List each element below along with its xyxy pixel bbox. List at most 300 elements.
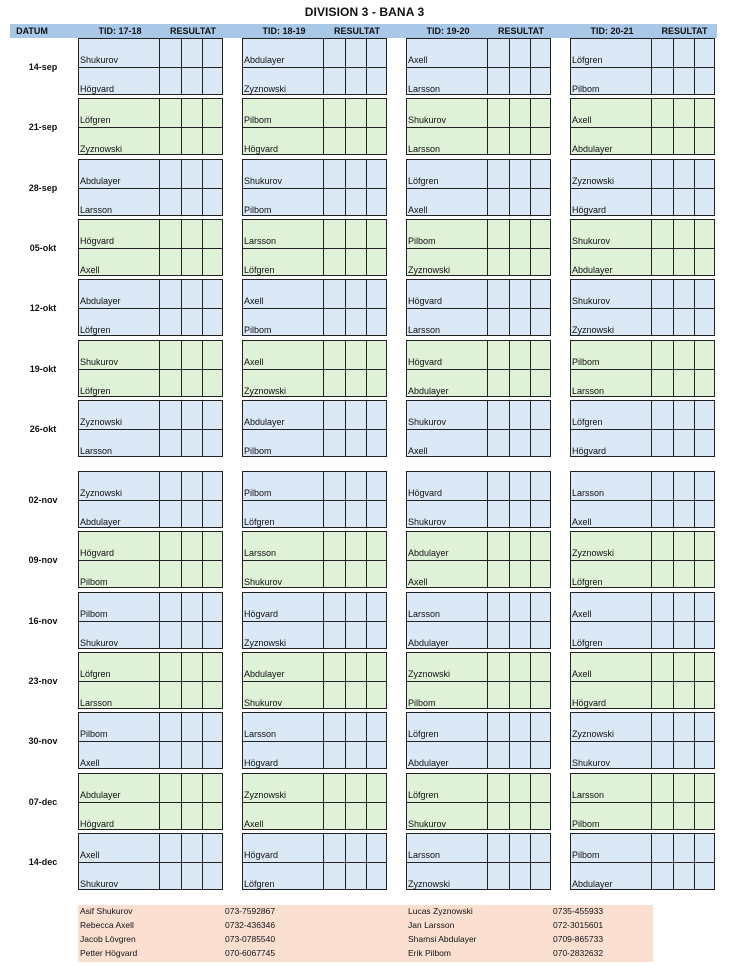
result-cell-border [530,472,531,527]
result-cell-border [366,160,367,215]
player-name: Shukurov [408,416,447,427]
player-name: Zyznowski [572,548,615,559]
result-cell-border [202,653,203,708]
player-name: Pilbom [244,488,272,499]
result-cell-border [509,653,510,708]
slot-divider [407,308,550,309]
result-cell-border [530,39,531,94]
match-slot [242,38,387,95]
player-name: Löfgren [244,878,275,889]
result-cell-border [487,401,488,456]
match-slot [406,531,551,588]
contact-phone: 0735-455933 [553,906,604,916]
player-name: Larsson [80,445,113,456]
match-slot [78,531,223,588]
result-cell-border [673,39,674,94]
result-cell-border [487,99,488,154]
contact-phone: 0732-436346 [225,920,276,930]
date-label: 07-dec [28,796,58,807]
match-slot [242,159,387,216]
result-cell-border [345,401,346,456]
result-cell-border [159,99,160,154]
player-name: Axell [244,356,264,367]
result-cell-border [530,401,531,456]
slot-divider [243,560,386,561]
slot-divider [243,802,386,803]
player-name: Zyznowski [80,488,123,499]
result-cell-border [487,160,488,215]
result-cell-border [323,39,324,94]
slot-divider [571,248,714,249]
result-cell-border [323,774,324,829]
result-cell-border [509,341,510,396]
result-cell-border [345,472,346,527]
player-name: Högvard [408,356,443,367]
date-label: 14-sep [28,62,58,72]
result-cell-border [323,834,324,889]
result-cell-border [202,593,203,648]
player-name: Löfgren [244,264,275,275]
match-slot [570,833,715,890]
result-cell-border [366,593,367,648]
slot-divider [79,369,222,370]
result-cell-border [345,713,346,768]
result-cell-border [673,401,674,456]
header-result-2: RESULTAT [334,26,380,36]
player-name: Löfgren [80,115,111,126]
match-slot [570,592,715,649]
result-cell-border [366,774,367,829]
match-slot [242,773,387,830]
result-cell-border [181,160,182,215]
result-cell-border [323,160,324,215]
player-name: Löfgren [80,669,111,679]
player-name: Högvard [408,296,443,307]
player-name: Shukurov [80,55,119,65]
result-cell-border [181,713,182,768]
match-slot [406,712,551,769]
player-name: Pilbom [244,445,272,456]
match-slot [570,471,715,528]
result-cell-border [202,160,203,215]
result-cell-border [366,280,367,335]
result-cell-border [530,220,531,275]
match-slot [406,219,551,276]
result-cell-border [651,401,652,456]
slot-divider [571,429,714,430]
result-cell-border [159,39,160,94]
result-cell-border [181,341,182,396]
result-cell-border [181,39,182,94]
result-cell-border [673,593,674,648]
result-cell-border [487,220,488,275]
slot-divider [407,802,550,803]
result-cell-border [673,280,674,335]
player-name: Högvard [244,144,279,155]
contact-name: Lucas Zyznowski [408,906,473,916]
match-slot [78,592,223,649]
result-cell-border [202,532,203,587]
result-cell-border [345,280,346,335]
result-cell-border [487,532,488,587]
result-cell-border [159,834,160,889]
result-cell-border [673,160,674,215]
result-cell-border [202,401,203,456]
slot-divider [79,248,222,249]
match-slot [406,652,551,709]
result-cell-border [202,280,203,335]
slot-divider [407,188,550,189]
slot-divider [571,862,714,863]
slot-divider [79,500,222,501]
result-cell-border [651,160,652,215]
result-cell-border [202,774,203,829]
player-name: Shukurov [80,356,119,367]
match-slot [242,98,387,155]
date-label: 05-okt [29,242,57,253]
result-cell-border [345,160,346,215]
slot-divider [243,127,386,128]
player-name: Axell [408,204,428,215]
result-cell-border [345,532,346,587]
match-slot [78,340,223,397]
player-name: Abdulayer [572,878,613,889]
contact-phone: 070-2832632 [553,948,604,958]
result-cell-border [159,713,160,768]
result-cell-border [530,593,531,648]
player-name: Zyznowski [408,878,451,889]
header-result-1: RESULTAT [170,26,216,36]
result-cell-border [509,532,510,587]
date-label: 19-okt [29,363,57,374]
result-cell-border [159,532,160,587]
slot-divider [571,741,714,742]
slot-divider [79,429,222,430]
result-cell-border [181,280,182,335]
result-cell-border [530,653,531,708]
result-cell-border [694,341,695,396]
result-cell-border [487,593,488,648]
match-slot [242,531,387,588]
match-slot [570,38,715,95]
player-name: Högvard [244,758,279,769]
contact-name: Rebecca Axell [80,920,134,930]
player-name: Pilbom [572,818,600,829]
player-name: Högvard [80,818,115,829]
match-slot [406,340,551,397]
slot-divider [79,127,222,128]
contact-name: Erik Pilbom [408,948,451,958]
header-result-4: RESULTAT [661,26,708,36]
result-cell-border [366,834,367,889]
player-name: Löfgren [572,637,603,648]
result-cell-border [181,401,182,456]
page-title: DIVISION 3 - BANA 3 [304,5,425,19]
player-name: Axell [80,264,100,275]
player-name: Larsson [80,204,113,215]
result-cell-border [181,834,182,889]
slot-divider [243,500,386,501]
match-slot [570,98,715,155]
result-cell-border [366,341,367,396]
contact-phone: 072-3015601 [553,920,604,930]
slot-divider [407,248,550,249]
result-cell-border [651,653,652,708]
result-cell-border [694,39,695,94]
result-cell-border [323,99,324,154]
player-name: Pilbom [80,729,108,740]
player-name: Pilbom [80,608,108,619]
header-datum: DATUM [16,26,48,36]
result-cell-border [509,160,510,215]
player-name: Abdulayer [408,548,449,559]
player-name: Larsson [244,548,277,559]
result-cell-border [323,472,324,527]
result-cell-border [366,713,367,768]
player-name: Abdulayer [80,296,121,307]
slot-divider [243,681,386,682]
player-name: Zyznowski [244,789,287,800]
slot-divider [571,621,714,622]
result-cell-border [673,653,674,708]
player-name: Shukurov [572,235,611,246]
player-name: Shukurov [244,577,283,588]
player-name: Zyznowski [408,264,451,275]
result-cell-border [181,220,182,275]
result-cell-border [181,99,182,154]
slot-divider [571,802,714,803]
result-cell-border [323,341,324,396]
slot-divider [243,369,386,370]
match-slot [78,98,223,155]
result-cell-border [323,401,324,456]
player-name: Axell [80,849,100,860]
match-slot [570,159,715,216]
result-cell-border [345,220,346,275]
result-cell-border [366,401,367,456]
slot-divider [79,308,222,309]
result-cell-border [509,280,510,335]
player-name: Shukurov [80,637,119,648]
slot-divider [571,500,714,501]
slot-divider [79,560,222,561]
contact-name: Shamsi Abdulayer [408,934,477,944]
player-name: Högvard [80,235,115,246]
result-cell-border [181,472,182,527]
slot-divider [571,560,714,561]
match-slot [570,400,715,457]
player-name: Högvard [572,445,607,456]
match-slot [78,38,223,95]
match-slot [242,400,387,457]
match-slot [406,773,551,830]
result-cell-border [487,653,488,708]
date-label: 28-sep [28,182,58,193]
result-cell-border [345,834,346,889]
result-cell-border [673,532,674,587]
match-slot [242,592,387,649]
player-name: Pilbom [244,325,272,336]
header-time-1: TID: 17-18 [98,26,142,36]
slot-divider [243,621,386,622]
result-cell-border [694,593,695,648]
result-cell-border [509,593,510,648]
match-slot [406,400,551,457]
match-slot [406,159,551,216]
player-name: Abdulayer [408,637,449,648]
player-name: Larsson [572,488,605,499]
player-name: Zyznowski [572,175,615,186]
result-cell-border [181,774,182,829]
player-name: Löfgren [408,175,439,186]
player-name: Larsson [408,849,441,860]
result-cell-border [694,99,695,154]
player-name: Larsson [80,698,113,708]
player-name: Pilbom [572,84,600,94]
player-name: Axell [408,577,428,588]
match-slot [78,400,223,457]
player-name: Abdulayer [408,758,449,769]
result-cell-border [651,472,652,527]
player-name: Högvard [244,608,279,619]
player-name: Axell [572,608,592,619]
player-name: Abdulayer [244,55,285,65]
result-cell-border [323,532,324,587]
player-name: Shukurov [572,296,611,307]
result-cell-border [345,99,346,154]
match-slot [78,712,223,769]
date-label: 30-nov [28,736,58,747]
result-cell-border [509,99,510,154]
slot-divider [243,741,386,742]
player-name: Zyznowski [244,84,287,94]
slot-divider [571,188,714,189]
result-cell-border [530,532,531,587]
match-slot [570,712,715,769]
result-cell-border [651,834,652,889]
slot-divider [407,681,550,682]
match-slot [78,833,223,890]
slot-divider [243,429,386,430]
result-cell-border [673,774,674,829]
slot-divider [571,67,714,68]
result-cell-border [159,774,160,829]
result-cell-border [694,160,695,215]
result-cell-border [159,160,160,215]
contact-phone: 0709-865733 [553,934,604,944]
slot-divider [407,862,550,863]
player-name: Larsson [408,608,441,619]
result-cell-border [202,39,203,94]
player-name: Högvard [572,698,607,708]
result-cell-border [202,99,203,154]
slot-divider [243,308,386,309]
match-slot [570,279,715,336]
player-name: Axell [80,758,100,769]
result-cell-border [487,774,488,829]
slot-divider [79,188,222,189]
match-slot [78,773,223,830]
player-name: Zyznowski [572,729,615,740]
result-cell-border [651,774,652,829]
result-cell-border [651,220,652,275]
player-name: Shukurov [244,175,283,186]
slot-divider [407,429,550,430]
player-name: Abdulayer [80,789,121,800]
result-cell-border [530,774,531,829]
match-slot [406,833,551,890]
result-cell-border [673,713,674,768]
result-cell-border [487,280,488,335]
player-name: Högvard [572,204,607,215]
slot-divider [407,369,550,370]
match-slot [570,340,715,397]
result-cell-border [323,220,324,275]
result-cell-border [366,99,367,154]
result-cell-border [181,593,182,648]
date-label: 26-okt [29,423,57,434]
match-slot [406,38,551,95]
player-name: Zyznowski [408,669,451,679]
player-name: Pilbom [80,577,108,588]
result-cell-border [159,472,160,527]
slot-divider [79,621,222,622]
player-name: Abdulayer [408,385,449,396]
player-name: Axell [408,445,428,456]
result-cell-border [509,713,510,768]
player-name: Shukurov [408,818,447,829]
match-slot [242,712,387,769]
result-cell-border [509,774,510,829]
header-time-4: TID: 20-21 [590,26,634,36]
player-name: Löfgren [80,325,111,336]
result-cell-border [323,280,324,335]
slot-divider [571,127,714,128]
result-cell-border [345,593,346,648]
result-cell-border [202,220,203,275]
date-label: 16-nov [28,615,58,626]
result-cell-border [530,99,531,154]
result-cell-border [487,472,488,527]
player-name: Löfgren [572,55,603,65]
result-cell-border [509,401,510,456]
slot-divider [407,500,550,501]
result-cell-border [509,39,510,94]
match-slot [406,279,551,336]
player-name: Pilbom [244,115,272,126]
result-cell-border [181,532,182,587]
result-cell-border [345,774,346,829]
date-label: 21-sep [28,122,58,133]
result-cell-border [651,280,652,335]
player-name: Pilbom [408,698,436,708]
player-name: Shukurov [572,758,611,769]
player-name: Shukurov [408,517,447,528]
date-label: 09-nov [28,555,58,566]
slot-divider [407,67,550,68]
player-name: Löfgren [408,729,439,740]
player-name: Högvard [244,849,279,860]
player-name: Abdulayer [80,517,121,528]
result-cell-border [159,653,160,708]
match-slot [570,773,715,830]
result-cell-border [366,532,367,587]
player-name: Pilbom [572,849,600,860]
result-cell-border [159,280,160,335]
player-name: Larsson [244,729,277,740]
result-cell-border [651,341,652,396]
result-cell-border [202,341,203,396]
